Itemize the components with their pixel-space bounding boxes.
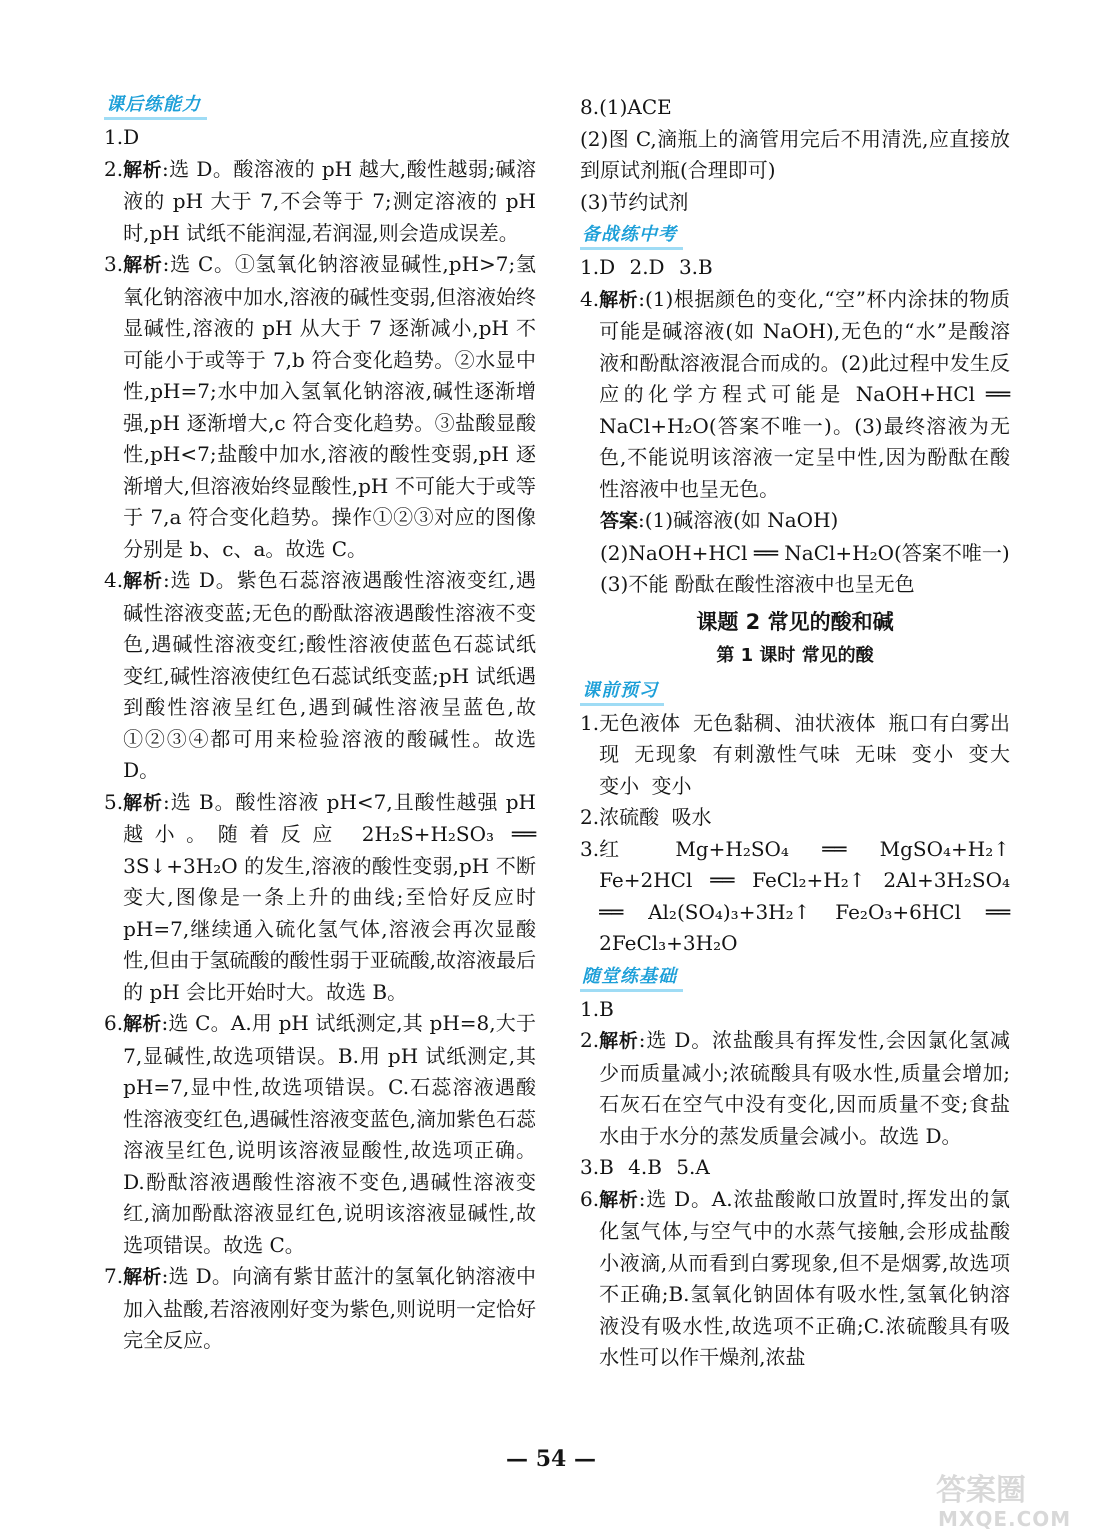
left-item-2: 2. 解析:选 D。酸溶液的 pH 越大,酸性越弱;碱溶液的 pH 大于 7,不会等于 7;测定溶液的 pH 时,pH 试纸不能润湿,若润湿,则会造成误差。 [104, 156, 536, 245]
right-column [580, 92, 1010, 1374]
left-item-5: 5. 解析:选 B。酸性溶液 pH<7,且酸性越强 pH 越小。随着反应 2H₂S+H₂SO₃ ══ 3S↓+3H₂O 的发生,溶液的酸性变弱,pH 不断变大,图像是一条上升的曲线;至恰好反应时 pH=7,继续通入硫化氢气体,溶液会再次显酸性,但由于氢硫酸的酸性弱于亚硫酸,故溶液最后的 pH 会比开始时大。故选 B。 [104, 789, 536, 1004]
answer-line-1: 答案:(1)碱溶液(如 NaOH) [600, 508, 839, 532]
q8-line-3: (3)节约试剂 [580, 189, 689, 214]
analysis-label: 解析 [123, 570, 163, 592]
in-class-item-2: 2. 解析:选 D。浓盐酸具有挥发性,会因氯化氢减少而质量减小;浓硫酸具有吸水性,质量会增加;石灰石在空气中没有变化,因而质量不变;食盐水由于水分的蒸发质量会减小。故选 D。 [580, 1028, 1010, 1148]
watermark-top-text: 答案圈 [936, 1473, 1026, 1508]
left-item-3: 3. 解析:选 C。①氢氧化钠溶液显碱性,pH>7;氢氧化钠溶液中加水,溶液的碱性变弱,但溶液始终显碱性,溶液的 pH 从大于 7 逐渐减小,pH 不可能小于或等于 7,b 符合变化趋势。②水显中性,pH=7;水中加入氢氧化钠溶液,碱性逐渐增强,pH 逐渐增大,c 符合变化趋势。③盐酸显酸性,pH<7;盐酸中加水,溶液的酸性变弱,pH 逐渐增大,但溶液始终显酸性,pH 不可能大于或等于 7,a 符合变化趋势。操作①②③对应的图像分别是 b、c、a。故选 C。 [104, 252, 536, 561]
left-item-4: 4. 解析:选 D。紫色石蕊溶液遇酸性溶液变红,遇碱性溶液变蓝;无色的酚酞溶液遇酸性溶液不变色,遇碱性溶液变红;酸性溶液使蓝色石蕊试纸变红,碱性溶液使红色石蕊试纸变蓝;pH 试纸遇到酸性溶液呈红色,遇到碱性溶液呈蓝色,故①②③④都可用来检验溶液的酸碱性。故选 D。 [104, 568, 536, 782]
period-title: 第 1 课时 常见的酸 [716, 645, 874, 666]
section-title-after-class: 课后练能力 [104, 93, 207, 120]
exam-item-4: 4. 解析:(1)根据颜色的变化,“空”杯内涂抹的物质可能是碱溶液(如 NaOH),无色的“水”是酸溶液和酚酞溶液混合而成的。(2)此过程中发生反应的化学方程式可能是 NaOH+HCl ══ NaCl+H₂O(答案不唯一)。(3)最终溶液为无色,不能说明该溶液一定呈中性,因为酚酞在酸性溶液中也呈无色。 [580, 286, 1010, 501]
left-item-7: 7. 解析:选 D。向滴有紫甘蓝汁的氢氧化钠溶液中加入盐酸,若溶液刚好变为紫色,则说明一定恰好完全反应。 [104, 1264, 536, 1352]
analysis-label: 解析 [123, 158, 162, 181]
analysis-label: 解析 [123, 1013, 162, 1035]
section-title-in-class: 随堂练基础 [580, 965, 683, 992]
preview-item-3: 3. 红 Mg+H₂SO₄ ══ MgSO₄+H₂↑ Fe+2HCl ══ FeCl₂+H₂↑ 2Al+3H₂SO₄ ══ Al₂(SO₄)₃+3H₂↑ Fe₂O₃+6HCl ══ 2FeCl₃+3H₂O [580, 836, 1010, 955]
analysis-label: 解析 [599, 1030, 639, 1052]
analysis-label: 解析 [123, 1266, 162, 1288]
watermark-logo [930, 1466, 1090, 1532]
preview-item-1: 1. 无色液体 无色黏稠、油状液体 瓶口有白雾出现 无现象 有刺激性气味 无味 变小 变大 变小 变小 [580, 710, 1010, 798]
left-item-6: 6. 解析:选 C。A.用 pH 试纸测定,其 pH=8,大于 7,显碱性,故选项错误。B.用 pH 试纸测定,其 pH=7,显中性,故选项错误。C.石蕊溶液遇酸性溶液变红色,遇碱性溶液变蓝色,滴加紫色石蕊溶液呈红色,说明该溶液显酸性,故选项正确。D.酚酞溶液遇酸性溶液不变色,遇碱性溶液变红,滴加酚酞溶液显红色,说明该溶液显碱性,故选项错误。故选 C。 [104, 1011, 536, 1257]
section-title-preview: 课前预习 [580, 679, 664, 706]
in-class-answer-1: 1.B [580, 996, 614, 1021]
q8-line-2: (2)图 C,滴瓶上的滴管用完后不用清洗,应直接放到原试剂瓶(合理即可) [580, 126, 1010, 182]
watermark-bottom-text: MXQE.COM [938, 1507, 1072, 1531]
page-number: — 54 — [506, 1446, 596, 1472]
answer-line-2: (2)NaOH+HCl ══ NaCl+H₂O(答案不唯一) [600, 540, 1010, 565]
answer-line-3: (3)不能 酚酞在酸性溶液中也呈无色 [600, 572, 915, 596]
analysis-label: 解析 [599, 288, 639, 311]
exam-answers-1-3: 1.D 2.D 3.B [580, 255, 713, 279]
section-title-exam-prep: 备战练中考 [580, 223, 683, 250]
in-class-answers-3-5: 3.B 4.B 5.A [580, 1155, 710, 1179]
left-item-1: 1. D [104, 125, 140, 149]
analysis-label: 解析 [123, 254, 163, 276]
lesson-title: 课题 2 常见的酸和碱 [696, 609, 894, 634]
analysis-label: 解析 [123, 791, 163, 814]
in-class-item-6: 6. 解析:选 D。A.浓盐酸敞口放置时,挥发出的氯化氢气体,与空气中的水蒸气接触,会形成盐酸小液滴,从而看到白雾现象,但不是烟雾,故选项不正确;B.氢氧化钠固体有吸水性,氢氧化钠溶液没有吸水性,故选项不正确;C.浓硫酸具有吸水性可以作干燥剂,浓盐 [580, 1186, 1010, 1369]
right-item-8: 8. (1)ACE [580, 95, 672, 119]
preview-item-2: 2. 浓硫酸 吸水 [580, 805, 712, 829]
answer-label: 答案 [600, 510, 639, 532]
analysis-label: 解析 [599, 1188, 639, 1211]
left-column [104, 88, 536, 1357]
